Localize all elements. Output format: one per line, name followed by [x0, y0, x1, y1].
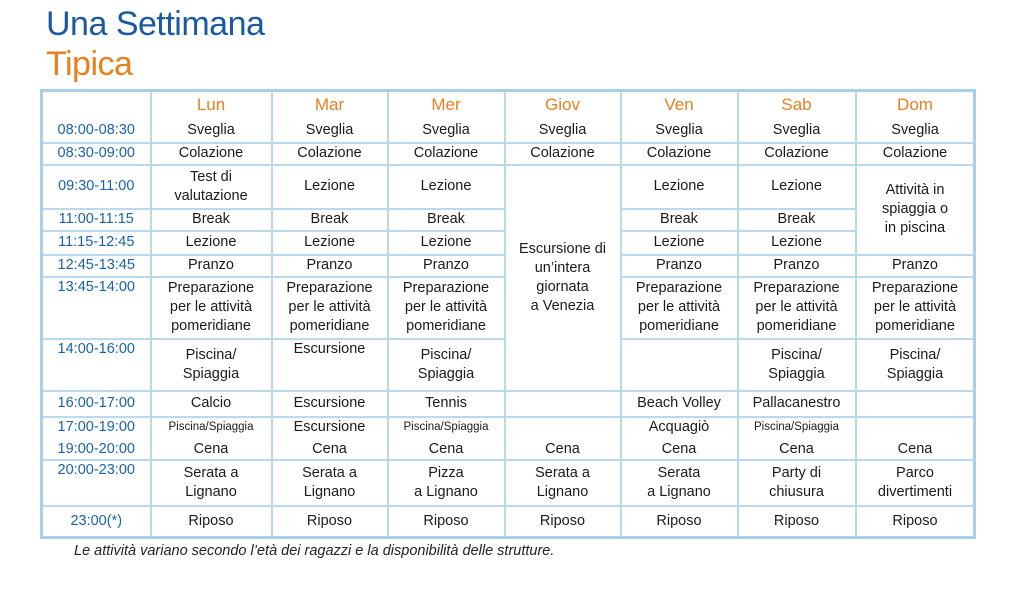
cell-line: Test di [190, 168, 232, 185]
day-header: Mer [388, 91, 505, 118]
cell-line: Piscina/ [771, 346, 822, 363]
schedule-cell: Pranzo [272, 255, 388, 277]
schedule-cell: Colazione [505, 143, 621, 165]
table-row [42, 143, 975, 165]
schedule-cell [621, 460, 738, 506]
day-header: Ven [621, 91, 738, 118]
schedule-cell: Cena [621, 439, 738, 460]
schedule-cell: Cena [856, 439, 975, 460]
schedule-cell: Colazione [272, 143, 388, 165]
page-title: Una Settimana [46, 5, 265, 43]
schedule-cell: Pallacanestro [738, 391, 856, 417]
schedule-cell: Cena [505, 439, 621, 460]
schedule-cell: Lezione [738, 231, 856, 255]
schedule-cell: Cena [388, 439, 505, 460]
schedule-cell: Pranzo [738, 255, 856, 277]
time-slot: 16:00-17:00 [42, 391, 151, 417]
cell-line: Preparazione [167, 280, 255, 296]
schedule-cell: Sveglia [388, 118, 505, 143]
cell-line: Preparazione [286, 280, 373, 296]
schedule-cell-empty [621, 339, 738, 391]
cell-line: Piscina/ [420, 346, 472, 363]
cell-line: Spiaggia [417, 365, 475, 382]
cell-line: Lignano [536, 483, 589, 500]
schedule-cell: Sveglia [151, 118, 272, 143]
header-row [42, 91, 975, 118]
cell-line: Serata a [183, 464, 239, 481]
schedule-cell: Cena [151, 439, 272, 460]
schedule-cell [272, 277, 388, 339]
table-row [42, 391, 975, 417]
cell-line: Serata a [535, 464, 590, 481]
time-slot: 12:45-13:45 [42, 255, 151, 277]
page-subtitle: Tipica [46, 45, 133, 83]
schedule-cell: Pranzo [856, 255, 975, 277]
corner-cell [42, 91, 151, 118]
cell-line: a Lignano [647, 483, 711, 500]
schedule-cell: Piscina/Spiaggia [388, 417, 505, 439]
schedule-cell: Sveglia [505, 118, 621, 143]
time-slot: 11:15-12:45 [42, 231, 151, 255]
schedule-cell: Lezione [388, 165, 505, 209]
time-slot: 13:45-14:00 [42, 277, 151, 339]
time-slot: 08:00-08:30 [42, 118, 151, 143]
schedule-cell: Escursione [272, 391, 388, 417]
schedule-cell-giov-excursion [505, 165, 621, 391]
schedule-cell: Sveglia [272, 118, 388, 143]
schedule-cell: Lezione [388, 231, 505, 255]
cell-line: Lignano [303, 483, 356, 500]
schedule-cell [151, 339, 272, 391]
cell-line: Piscina/ [889, 346, 941, 363]
cell-line: pomeridiane [756, 318, 837, 334]
day-header: Giov [505, 91, 621, 118]
schedule-cell: Riposo [151, 506, 272, 538]
cell-line: pomeridiane [639, 318, 719, 334]
schedule-cell: Acquagiò [621, 417, 738, 439]
schedule-cell [151, 277, 272, 339]
cell-line: per le attività [404, 299, 488, 315]
cell-line: Lignano [185, 483, 237, 500]
schedule-cell: Riposo [272, 506, 388, 538]
cell-line: per le attività [169, 299, 253, 315]
time-slot: 14:00-16:00 [42, 339, 151, 391]
schedule-cell [388, 460, 505, 506]
cell-line: per le attività [637, 299, 721, 315]
cell-line: Escursione di [518, 240, 607, 257]
schedule-cell [856, 277, 975, 339]
schedule-cell: Tennis [388, 391, 505, 417]
cell-line: Spiaggia [182, 365, 240, 382]
day-header: Dom [856, 91, 975, 118]
schedule-cell: Lezione [151, 231, 272, 255]
schedule-cell: Colazione [738, 143, 856, 165]
schedule-cell: Riposo [621, 506, 738, 538]
cell-line: a Venezia [530, 297, 595, 314]
cell-line: Attività in [885, 182, 945, 198]
cell-line: Parco [896, 464, 934, 481]
schedule-cell: Riposo [505, 506, 621, 538]
cell-line: a Lignano [414, 483, 478, 500]
schedule-cell: Cena [738, 439, 856, 460]
cell-line: per le attività [755, 299, 838, 315]
cell-line: in piscina [884, 220, 946, 236]
schedule-cell: Piscina/Spiaggia [738, 417, 856, 439]
cell-line: divertimenti [877, 483, 953, 500]
schedule-cell [151, 460, 272, 506]
weekly-schedule-table [40, 89, 976, 539]
schedule-cell: Break [151, 209, 272, 231]
schedule-cell: Pranzo [151, 255, 272, 277]
schedule-cell: Sveglia [621, 118, 738, 143]
cell-line: per le attività [288, 299, 371, 315]
schedule-cell: Beach Volley [621, 391, 738, 417]
schedule-cell: Lezione [272, 165, 388, 209]
schedule-cell [856, 460, 975, 506]
cell-line: Party di [771, 464, 822, 481]
time-slot: 08:30-09:00 [42, 143, 151, 165]
cell-line: pomeridiane [171, 318, 251, 334]
schedule-cell: Break [738, 209, 856, 231]
schedule-cell: Lezione [272, 231, 388, 255]
schedule-cell: Escursione [272, 417, 388, 439]
time-slot: 11:00-11:15 [42, 209, 151, 231]
cell-line: un’intera [534, 259, 591, 276]
schedule-cell: Colazione [856, 143, 975, 165]
cell-line: pomeridiane [289, 318, 370, 334]
schedule-cell: Lezione [621, 231, 738, 255]
cell-line: Preparazione [635, 280, 723, 296]
cell-line: Pizza [428, 464, 464, 481]
schedule-cell [505, 460, 621, 506]
cell-line: chiusura [769, 483, 824, 500]
cell-line: per le attività [873, 299, 957, 315]
cell-line: Serata [657, 464, 701, 481]
schedule-cell: Colazione [151, 143, 272, 165]
cell-line: Preparazione [402, 280, 490, 296]
schedule-cell: Lezione [738, 165, 856, 209]
schedule-cell: Pranzo [621, 255, 738, 277]
time-slot: 17:00-19:00 [42, 417, 151, 439]
schedule-cell: Escursione [272, 339, 388, 391]
footnote: Le attività variano secondo l’età dei ragazzi e la disponibilità delle strutture. [74, 543, 555, 559]
schedule-cell: Pranzo [388, 255, 505, 277]
cell-line: giornata [536, 278, 589, 295]
table-row [42, 417, 975, 439]
cell-line: Preparazione [753, 280, 840, 296]
schedule-cell-dom-activity [856, 165, 975, 255]
table-row [42, 506, 975, 538]
schedule-cell: Calcio [151, 391, 272, 417]
cell-line: valutazione [174, 187, 248, 204]
time-slot: 23:00(*) [42, 506, 151, 538]
cell-line: Spiaggia [768, 365, 825, 382]
table-row [42, 439, 975, 460]
table-row [42, 118, 975, 143]
schedule-cell: Break [621, 209, 738, 231]
schedule-cell [856, 339, 975, 391]
cell-line: pomeridiane [406, 318, 486, 334]
schedule-cell: Riposo [856, 506, 975, 538]
schedule-cell: Lezione [621, 165, 738, 209]
schedule-cell: Colazione [621, 143, 738, 165]
time-slot: 20:00-23:00 [42, 460, 151, 506]
schedule-cell [388, 277, 505, 339]
schedule-cell-empty [505, 417, 621, 439]
schedule-cell [272, 460, 388, 506]
schedule-cell-empty [505, 391, 621, 417]
schedule-cell: Sveglia [738, 118, 856, 143]
cell-line: Preparazione [871, 280, 959, 296]
day-header: Sab [738, 91, 856, 118]
day-header: Lun [151, 91, 272, 118]
cell-line: spiaggia o [881, 201, 949, 217]
time-slot: 19:00-20:00 [42, 439, 151, 460]
schedule-cell [738, 460, 856, 506]
schedule-cell [621, 277, 738, 339]
cell-line: Piscina/ [185, 346, 237, 363]
schedule-cell: Break [272, 209, 388, 231]
schedule-cell: Riposo [388, 506, 505, 538]
schedule-cell-empty [856, 417, 975, 439]
schedule-cell: Colazione [388, 143, 505, 165]
schedule-cell [151, 165, 272, 209]
schedule-cell: Cena [272, 439, 388, 460]
schedule-cell: Break [388, 209, 505, 231]
schedule-cell: Sveglia [856, 118, 975, 143]
time-slot: 09:30-11:00 [42, 165, 151, 209]
schedule-cell: Piscina/Spiaggia [151, 417, 272, 439]
cell-line: Spiaggia [886, 365, 944, 382]
table-row [42, 165, 975, 209]
schedule-cell [738, 339, 856, 391]
schedule-cell: Riposo [738, 506, 856, 538]
schedule-cell [388, 339, 505, 391]
schedule-cell [738, 277, 856, 339]
day-header: Mar [272, 91, 388, 118]
cell-line: pomeridiane [875, 318, 955, 334]
table-row [42, 460, 975, 506]
cell-line: Serata a [302, 464, 357, 481]
